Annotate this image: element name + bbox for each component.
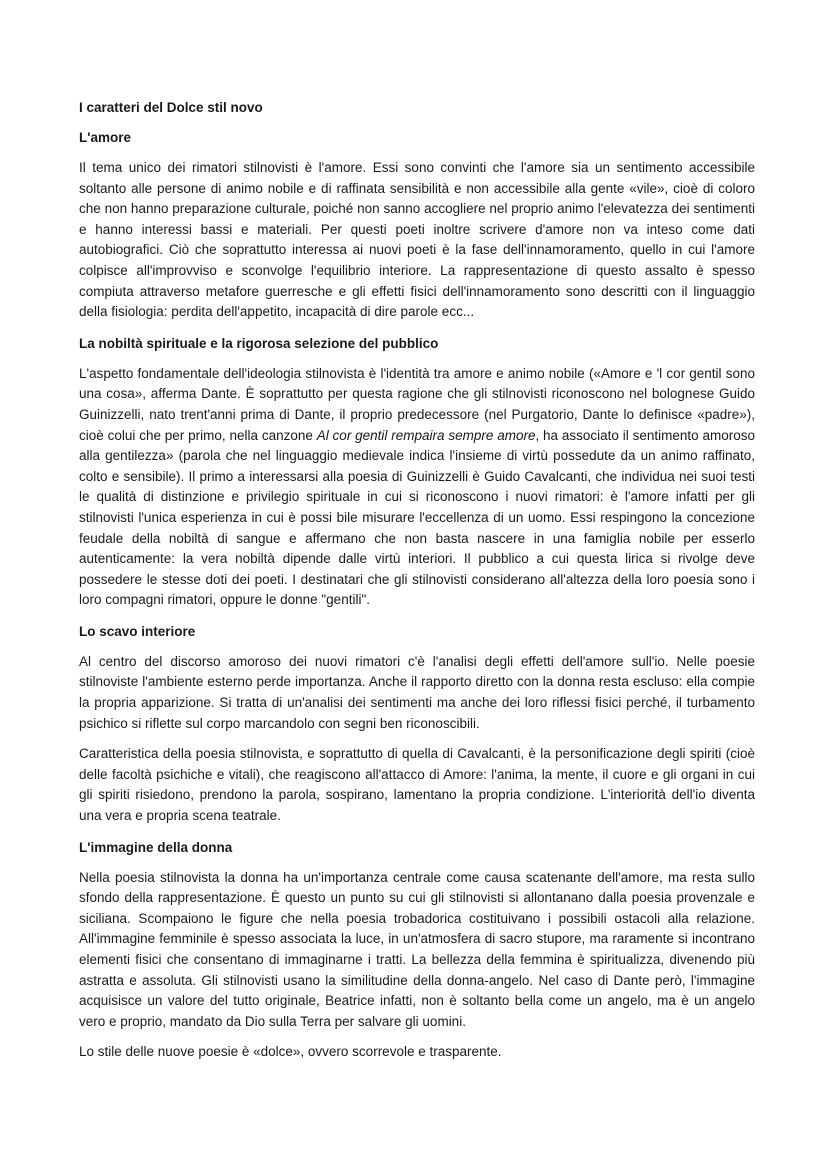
paragraph: Nella poesia stilnovista la donna ha un'importanza centrale come causa scatenante dell'amore, ma resta sullo sfondo della rappresentazione. È questo un punto su cui gli stilnovisti si allontanano dalla poesia provenzale e siciliana. Scompaiono le figure che nella poesia trobadorica costituivano i possibili ostacoli alla relazione. All'immagine femminile è spesso associata la luce, in un'atmosfera di sacro stupore, ma raramente si incontrano elementi fisici che consentano di immaginarne i tratti. La bellezza della femmina è spiritualizza, divenendo più astratta e assoluta. Gli stilnovisti usano la similitudine della donna-angelo. Nel caso di Dante però, l'immagine acquisisce un valore del tutto originale, Beatrice infatti, non è soltanto bella come un angelo, ma è un angelo vero e proprio, mandato da Dio sulla Terra per salvare gli uomini.	[79, 869, 755, 1029]
section-scavo-interiore	[79, 621, 755, 827]
section-amore	[79, 127, 755, 323]
section-heading: L'immagine della donna	[79, 839, 233, 855]
paragraph	[79, 364, 755, 611]
poem-title: Al cor gentil rempaira sempre amore	[316, 427, 536, 443]
paragraph: Lo stile delle nuove poesie è «dolce», ovvero scorrevole e trasparente.	[79, 1044, 502, 1060]
section-heading: La nobiltà spirituale e la rigorosa selezione del pubblico	[79, 335, 439, 351]
paragraph: Caratteristica della poesia stilnovista, e soprattutto di quella di Cavalcanti, è la personificazione degli spiriti (cioè delle facoltà psichiche e vitali), che reagiscono all'attacco di Amore: l'anima, la mente, il cuore e gli organi in cui gli spiriti risiedono, prendono la parola, sospirano, lamentano la propria condizione. L'interiorità dell'io diventa una vera e propria scena teatrale.	[79, 746, 755, 824]
paragraph-text: L'aspetto fondamentale dell'ideologia stilnovista è l'identità tra amore e animo nobile («Amore e 'l cor gentil sono una cosa», afferma Dante. È soprattutto per questa ragione che gli stilnovisti riconoscono nel bolognese Guido Guinizzelli, nato trent'anni prima di Dante, il proprio predecessore (nel Purgatorio, Dante lo definisce «padre»), cioè colui che per primo, nella canzone	[79, 365, 755, 443]
section-nobilta-spirituale	[79, 333, 755, 611]
paragraph-text: , ha associato il sentimento amoroso alla gentilezza» (parola che nel linguaggio medievale indica l'insieme di virtù possedute da un animo raffinato, colto e sensibile). Il primo a interessarsi alla poesia di Guinizzelli è Guido Cavalcanti, che individua nei suoi testi le qualità di distinzione e privilegio spirituale in cui si riconoscono i nuovi rimatori: è l'amore infatti per gli stilnovisti l'unica esperienza in cui è possi bile misurare l'eccellenza di un uomo. Essi respingono la concezione feudale della nobiltà di sangue e affermano che non basta nascere in una famiglia nobile per esserlo autenticamente: la vera nobiltà dipende dalle virtù interiori. Il pubblico a cui questa lirica si rivolge deve possedere le stesse doti dei poeti. I destinatari che gli stilnovisti considerano all'altezza della loro poesia sono i loro compagni rimatori, oppure le donne "gentili".	[79, 427, 755, 608]
paragraph: Al centro del discorso amoroso dei nuovi rimatori c'è l'analisi degli effetti dell'amore sull'io. Nelle poesie stilnoviste l'ambiente esterno perde importanza. Anche il rapporto diretto con la donna resta escluso: ella compie la propria apparizione. Si tratta di un'analisi dei sentimenti ma anche dei loro riflessi fisici perché, il turbamento psichico si riflette sul corpo marcandolo con segni ben riconoscibili.	[79, 653, 755, 731]
paragraph: Il tema unico dei rimatori stilnovisti è l'amore. Essi sono convinti che l'amore sia un sentimento accessibile soltanto alle persone di animo nobile e di raffinata sensibilità e non accessibile alla gente «vile», cioè di coloro che non hanno preparazione culturale, poiché non sanno accogliere nel proprio animo l'elevatezza dei sentimenti e hanno interessi bassi e materiali. Per questi poeti inoltre scrivere d'amore non va inteso come dati autobiografici. Ciò che soprattutto interessa ai nuovi poeti è la fase dell'innamoramento, quello in cui l'amore colpisce all'improvviso e sconvolge l'equilibrio interiore. La rappresentazione di questo assalto è spesso compiuta attraverso metafore guerresche e gli effetti fisici dell'innamoramento sono descritti con il linguaggio della fisiologia: perdita dell'appetito, incapacità di dire parole ecc...	[79, 160, 755, 320]
section-heading: L'amore	[79, 130, 131, 145]
section-heading: Lo scavo interiore	[79, 623, 196, 639]
document-title: I caratteri del Dolce stil novo	[79, 100, 263, 115]
section-immagine-donna	[79, 837, 755, 1063]
